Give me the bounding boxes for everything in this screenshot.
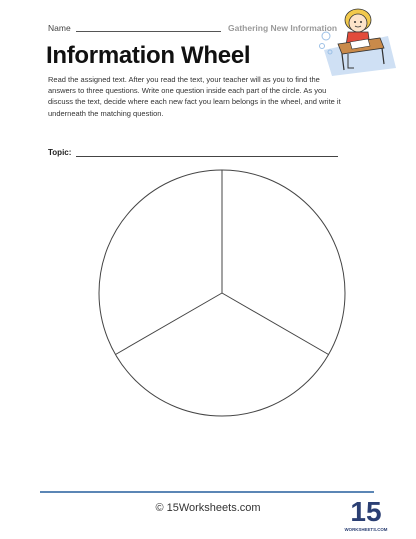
instructions-text: Read the assigned text. After you read the text, your teacher will as you to find the answers to three questions. Write one question inside each part of the circle. As you discuss the text, decide where each new fact you learn belongs in the wheel, and write it underneath the matching question. (48, 75, 341, 118)
bubble-icon (322, 32, 330, 40)
eye-shape (360, 21, 362, 23)
student-at-desk-illustration (318, 6, 398, 78)
logo-number: 15 (350, 496, 382, 527)
worksheet-subtitle: Gathering New Information (228, 23, 338, 33)
15worksheets-logo (344, 494, 388, 534)
topic-row (48, 148, 348, 160)
name-field[interactable] (76, 31, 221, 32)
information-wheel (68, 168, 376, 476)
footer-divider (40, 491, 374, 493)
footer-copyright: © 15Worksheets.com (155, 502, 261, 514)
eye-shape (354, 21, 356, 23)
face-shape (349, 14, 367, 32)
bubble-icon (320, 44, 325, 49)
name-label: Name (48, 23, 71, 33)
page-title: Information Wheel (46, 42, 251, 69)
topic-field[interactable] (76, 156, 338, 157)
name-row (48, 22, 338, 36)
topic-label: Topic: (48, 148, 72, 157)
logo-text: WORKSHEETS.COM (344, 527, 388, 532)
